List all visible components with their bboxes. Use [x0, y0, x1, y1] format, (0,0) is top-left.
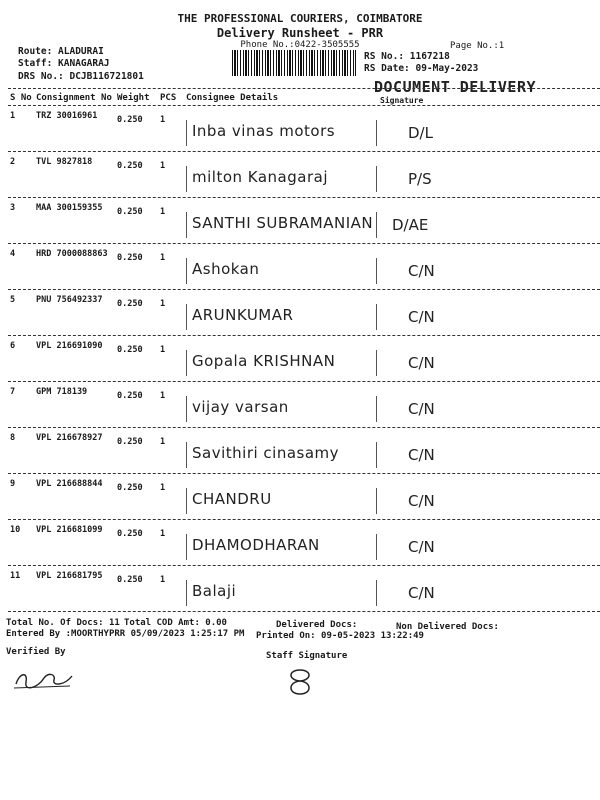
row-sno: 8	[10, 433, 16, 443]
row-consignment-no: VPL 216681099	[36, 525, 103, 535]
row-consignee-handwritten: Savithiri cinasamy	[192, 444, 340, 462]
barcode	[232, 50, 356, 76]
row-pcs: 1	[160, 161, 166, 171]
col-weight: Weight	[117, 93, 150, 103]
row-consignee-handwritten: Inba vinas motors	[192, 122, 336, 140]
row-separator	[8, 197, 600, 198]
verified-by-label: Verified By	[6, 647, 66, 657]
row-sno: 6	[10, 341, 16, 351]
consignee-box-right-border	[376, 258, 377, 284]
col-consignee: Consignee Details	[186, 93, 279, 103]
row-pcs: 1	[160, 253, 166, 263]
row-sno: 9	[10, 479, 16, 489]
row-sno: 5	[10, 295, 16, 305]
row-consignee-handwritten: DHAMODHARAN	[192, 536, 320, 554]
row-pcs: 1	[160, 529, 166, 539]
row-sno: 3	[10, 203, 16, 213]
row-signature-handwritten: C/N	[408, 446, 435, 464]
row-signature-handwritten: C/N	[408, 492, 435, 510]
consignee-box-left-border	[186, 488, 187, 514]
consignee-box-left-border	[186, 212, 187, 238]
row-separator	[8, 243, 600, 244]
row-pcs: 1	[160, 115, 166, 125]
row-signature-handwritten: P/S	[408, 170, 432, 188]
row-weight: 0.250	[117, 299, 143, 309]
consignee-box-right-border	[376, 212, 377, 238]
row-signature-handwritten: C/N	[408, 262, 435, 280]
row-consignee-handwritten: vijay varsan	[192, 398, 289, 416]
row-consignee-handwritten: Balaji	[192, 582, 237, 600]
row-signature-handwritten: C/N	[408, 538, 435, 556]
row-consignment-no: VPL 216691090	[36, 341, 103, 351]
col-consignment: Consignment No	[36, 93, 112, 103]
col-signature: Signature	[380, 96, 424, 105]
consignee-box-left-border	[186, 304, 187, 330]
row-separator	[8, 611, 600, 612]
consignee-box-right-border	[376, 488, 377, 514]
row-signature-handwritten: C/N	[408, 400, 435, 418]
total-docs: Total No. Of Docs: 11	[6, 618, 120, 628]
delivered-docs: Delivered Docs:	[276, 620, 358, 630]
row-consignment-no: TRZ 30016961	[36, 111, 98, 121]
row-weight: 0.250	[117, 483, 143, 493]
row-pcs: 1	[160, 437, 166, 447]
rs-date: RS Date: 09-May-2023	[364, 63, 479, 74]
row-sno: 11	[10, 571, 21, 581]
runsheet-title: Delivery Runsheet - PRR	[216, 26, 384, 40]
row-sno: 7	[10, 387, 16, 397]
row-consignee-handwritten: milton Kanagaraj	[192, 168, 328, 186]
row-pcs: 1	[160, 299, 166, 309]
row-weight: 0.250	[117, 207, 143, 217]
row-pcs: 1	[160, 483, 166, 493]
consignee-box-right-border	[376, 350, 377, 376]
consignee-box-left-border	[186, 396, 187, 422]
row-separator	[8, 473, 600, 474]
col-sno: S No	[10, 93, 32, 103]
consignee-box-left-border	[186, 442, 187, 468]
row-separator	[8, 289, 600, 290]
consignee-box-right-border	[376, 166, 377, 192]
row-weight: 0.250	[117, 391, 143, 401]
row-signature-handwritten: C/N	[408, 354, 435, 372]
consignee-box-right-border	[376, 580, 377, 606]
consignee-box-right-border	[376, 396, 377, 422]
row-consignment-no: VPL 216678927	[36, 433, 103, 443]
consignee-box-left-border	[186, 120, 187, 146]
staff-signature-icon	[280, 666, 320, 696]
row-weight: 0.250	[117, 161, 143, 171]
row-weight: 0.250	[117, 437, 143, 447]
row-sno: 4	[10, 249, 16, 259]
row-separator	[8, 381, 600, 382]
total-cod: Total COD Amt: 0.00	[124, 618, 227, 628]
header-bottom-rule	[8, 105, 600, 106]
row-separator	[8, 519, 600, 520]
row-consignment-no: VPL 216681795	[36, 571, 103, 581]
row-signature-handwritten: D/L	[408, 124, 433, 142]
row-consignee-handwritten: ARUNKUMAR	[192, 306, 294, 324]
consignee-box-left-border	[186, 534, 187, 560]
consignee-box-left-border	[186, 350, 187, 376]
consignee-box-right-border	[376, 120, 377, 146]
row-consignee-handwritten: SANTHI SUBRAMANIAN	[192, 214, 374, 232]
row-consignee-handwritten: Ashokan	[192, 260, 260, 278]
row-sno: 2	[10, 157, 16, 167]
row-consignment-no: TVL 9827818	[36, 157, 93, 167]
consignee-box-right-border	[376, 534, 377, 560]
row-weight: 0.250	[117, 345, 143, 355]
entered-by: Entered By :MOORTHYPRR 05/09/2023 1:25:17 PM	[6, 629, 245, 639]
row-consignee-handwritten: CHANDRU	[192, 490, 272, 508]
row-separator	[8, 335, 600, 336]
page-number: Page No.:1	[450, 41, 505, 51]
consignee-box-left-border	[186, 166, 187, 192]
staff-label: Staff: KANAGARAJ	[18, 58, 110, 69]
row-consignment-no: HRD 7000088863	[36, 249, 108, 259]
row-weight: 0.250	[117, 529, 143, 539]
row-weight: 0.250	[117, 575, 143, 585]
row-separator	[8, 151, 600, 152]
row-consignment-no: MAA 300159355	[36, 203, 103, 213]
row-pcs: 1	[160, 207, 166, 217]
row-weight: 0.250	[117, 115, 143, 125]
row-sno: 1	[10, 111, 16, 121]
row-consignee-handwritten: Gopala KRISHNAN	[192, 352, 336, 370]
row-separator	[8, 565, 600, 566]
consignee-box-left-border	[186, 258, 187, 284]
row-weight: 0.250	[117, 253, 143, 263]
row-signature-handwritten: D/AE	[392, 216, 429, 234]
printed-on: Printed On: 09-05-2023 13:22:49	[256, 631, 424, 641]
staff-signature-label: Staff Signature	[266, 651, 348, 661]
row-sno: 10	[10, 525, 21, 535]
row-pcs: 1	[160, 575, 166, 585]
consignee-box-left-border	[186, 580, 187, 606]
row-consignment-no: PNU 756492337	[36, 295, 103, 305]
phone-number: Phone No.:0422-3505555	[240, 40, 360, 50]
rs-number: RS No.: 1167218	[364, 51, 450, 62]
row-separator	[8, 427, 600, 428]
non-delivered-docs: Non Delivered Docs:	[396, 622, 499, 632]
consignee-box-right-border	[376, 304, 377, 330]
row-consignment-no: GPM 718139	[36, 387, 88, 397]
consignee-box-right-border	[376, 442, 377, 468]
row-consignment-no: VPL 216688844	[36, 479, 103, 489]
document-delivery-stamp: DOCUMENT DELIVERY	[374, 78, 537, 96]
verifier-signature-icon	[10, 664, 80, 694]
row-signature-handwritten: C/N	[408, 308, 435, 326]
drs-number: DRS No.: DCJB116721801	[18, 71, 144, 82]
header-top-rule	[8, 88, 600, 89]
row-pcs: 1	[160, 345, 166, 355]
company-name: THE PROFESSIONAL COURIERS, COIMBATORE	[177, 12, 423, 25]
row-signature-handwritten: C/N	[408, 584, 435, 602]
col-pcs: PCS	[160, 93, 177, 103]
row-pcs: 1	[160, 391, 166, 401]
route-label: Route: ALADURAI	[18, 46, 104, 57]
